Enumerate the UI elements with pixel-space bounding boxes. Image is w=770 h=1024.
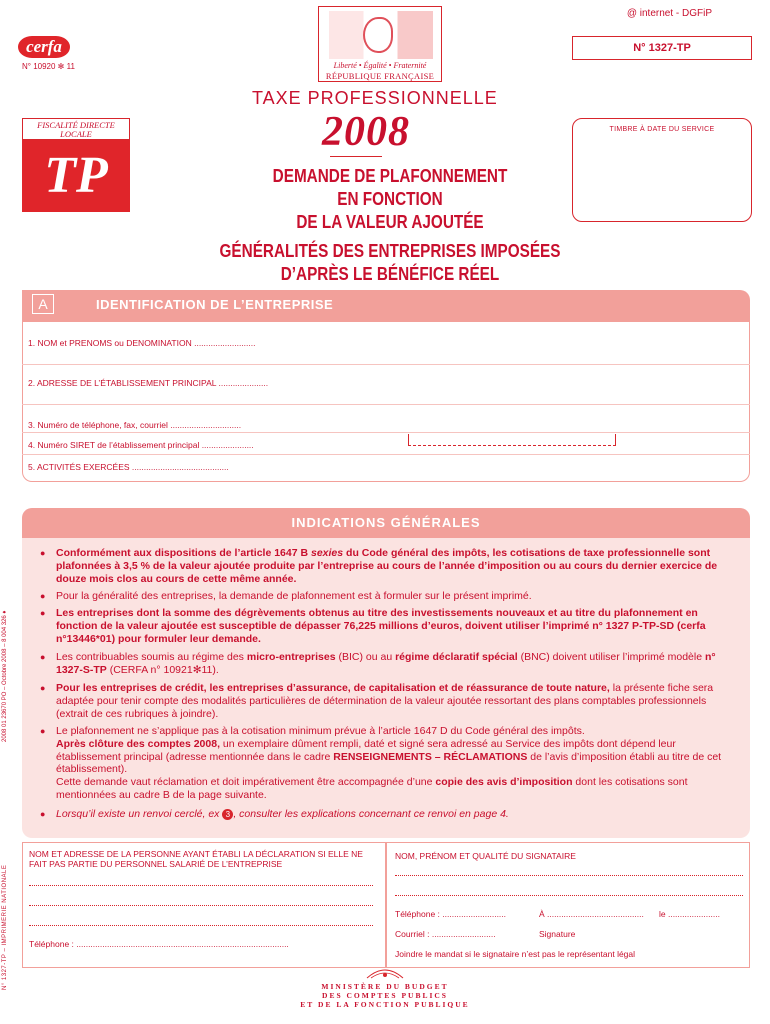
preparer-line[interactable] (29, 885, 373, 886)
cerfa-logo: cerfa (18, 36, 70, 58)
divider (385, 843, 387, 967)
divider (22, 404, 750, 405)
bullet-text: Lorsqu’il existe un renvoi cerclé, ex (56, 808, 223, 820)
signatory-title: NOM, PRÉNOM ET QUALITÉ DU SIGNATAIRE (395, 851, 576, 861)
bullet-text: ● Les entreprises dont la somme des dégrèvements obtenus au titre des investissements nouveaux et au titre du plafonnement en fonction de la valeur ajoutée est susceptible de dépasser 76,225 millions d’euros, doivent utiliser l’imprimé n° 1327 P-TP-SD (cerfa n°13446*01) pour formuler leur demande. (56, 607, 706, 645)
bullet-item (40, 682, 740, 720)
bullet-text: ● Pour la généralité des entreprises, la demande de plafonnement est à formuler sur le présent imprimé. (56, 590, 532, 602)
bullet-text: la présente fiche sera adaptée pour tenir compte des modalités particulières de détermination de la valeur ajoutée ressortant des plans comptables professionnels (extrait de ces rubriques à joindre). (56, 682, 714, 720)
bullet-text: Conformément aux dispositions de l’article 1647 B (56, 547, 311, 559)
renvoi-circle-icon: 3 (222, 809, 233, 820)
ministry-line: MINISTÈRE DU BUDGET (321, 982, 449, 991)
section-a-header (22, 290, 750, 322)
motto: Liberté • Égalité • Fraternité (333, 61, 427, 70)
bullet-item (40, 651, 740, 677)
email-field[interactable]: Courriel : ........................... (395, 929, 496, 939)
signature-label: Signature (539, 929, 576, 939)
heading-line-3: DE LA VALEUR AJOUTÉE (296, 212, 484, 232)
bullet-text: un exemplaire dûment rempli, daté et signé sera adressé au Service des impôts dont dépend leur établissement principal (adresse mentionnée dans le cadre (56, 737, 676, 763)
year: 2008 (322, 109, 410, 155)
bullet-text: Les contribuables soumis au régime des (56, 651, 247, 663)
preparer-line[interactable] (29, 905, 373, 906)
tp-badge: TP (22, 140, 130, 212)
heading-line-1: DEMANDE DE PLAFONNEMENT (272, 166, 508, 186)
bullet-item (40, 547, 740, 585)
marianne-icon (363, 17, 393, 53)
timbre-label: TIMBRE À DATE DU SERVICE (609, 126, 715, 133)
date-field[interactable]: le ...................... (659, 909, 720, 919)
bullet-text: dont les cotisations sont mentionnées au cadre B de la page suivante. (56, 776, 688, 801)
bullet-text: régime déclaratif spécial (395, 651, 518, 663)
form-number: N° 1327-TP (572, 36, 752, 60)
indications-title: INDICATIONS GÉNÉRALES (291, 515, 481, 530)
preparer-title: NOM ET ADRESSE DE LA PERSONNE AYANT ÉTABLI LA DÉCLARATION SI ELLE NE FAIT PAS PARTIE DU PERSONNEL SALARIÉ DE L’ENTREPRISE (29, 849, 363, 869)
fiscalite-label: FISCALITÉ DIRECTE LOCALE (22, 118, 130, 140)
siret-input[interactable] (408, 434, 616, 446)
divider (22, 364, 750, 365)
ministry-label (300, 982, 470, 1009)
field-phone[interactable]: 3. Numéro de téléphone, fax, courriel .............................. (28, 420, 242, 430)
bullet-text: RENSEIGNEMENTS – RÉCLAMATIONS (333, 750, 528, 763)
place-field[interactable]: À ......................................... (539, 909, 644, 919)
bullet-item (40, 590, 740, 603)
bullet-text: (BIC) ou au (335, 651, 396, 663)
print-reference: N° 1327-TP – IMPRIMERIE NATIONALE (2, 864, 8, 990)
print-code: 2008 01 23670 PO – Octobre 2008 – 8 004 326 ♦ (2, 610, 8, 742)
preparer-line[interactable] (29, 925, 373, 926)
heading-line-5: D’APRÈS LE BÉNÉFICE RÉEL (280, 264, 500, 284)
signatory-line[interactable] (395, 875, 743, 876)
tax-title: TAXE PROFESSIONNELLE (252, 88, 498, 108)
divider (22, 454, 750, 455)
section-letter: A (32, 294, 54, 314)
ministry-line: DES COMPTES PUBLICS (322, 991, 448, 1000)
preparer-phone[interactable]: Téléphone : .......................................................................................... (29, 939, 289, 949)
cerfa-number: N° 10920 ✻ 11 (22, 62, 75, 71)
signature-block (22, 842, 750, 968)
bullet-text: (BNC) doivent utiliser l’imprimé modèle (517, 651, 705, 663)
bullet-item (40, 808, 740, 821)
mandat-note: Joindre le mandat si le signataire n’est pas le représentant légal (395, 949, 636, 959)
bullet-text: sexies (310, 547, 344, 559)
heading-line-2: EN FONCTION (337, 189, 443, 209)
bullet-text: copie des avis d’imposition (435, 776, 573, 789)
heading-line-4: GÉNÉRALITÉS DES ENTREPRISES IMPOSÉES (219, 241, 561, 261)
origin-label: @ internet - DGFiP (626, 8, 712, 19)
divider (22, 432, 750, 433)
bullet-text: , consulter les explications concernant ce renvoi en page 4. (233, 808, 509, 820)
field-siret[interactable]: 4. Numéro SIRET de l’établissement principal ...................... (28, 440, 254, 450)
field-name[interactable]: 1. NOM et PRENOMS ou DENOMINATION .......................... (28, 338, 256, 348)
year-underline (330, 156, 382, 157)
bullet-text: n° 1327-S-TP (56, 651, 716, 676)
bullet-text: micro-entreprises (246, 651, 336, 663)
ministry-logo-icon (366, 966, 404, 980)
bullet-text: (CERFA n° 10921✻11). (106, 663, 219, 676)
indications-header (22, 508, 750, 538)
bullet-text: de l’avis d’imposition établi au titre de cet établissement). (56, 750, 722, 776)
signatory-phone[interactable]: Téléphone : ........................... (395, 909, 507, 919)
bullet-text: Pour les entreprises de crédit, les entreprises d’assurance, de capitalisation et de réassurance de toute nature, (56, 682, 610, 694)
section-a-title: IDENTIFICATION DE L’ENTREPRISE (96, 297, 334, 312)
bullet-text: du Code général des impôts, les cotisations de taxe professionnelle sont plafonnées à 3,5 % de la valeur ajoutée produite par l’entreprise au cours de l’année d’imposition ou au cours du dernier exercice de douze mois clos au cours de cette même année. (56, 547, 718, 585)
bullet-item (40, 725, 740, 802)
bullet-text: Le plafonnement ne s’applique pas à la cotisation minimum prévue à l’article 1647 D du Code général des impôts. (56, 725, 585, 737)
bullet-text: Cette demande vaut réclamation et doit impérativement être accompagnée d’une (56, 776, 436, 789)
ministry-line: ET DE LA FONCTION PUBLIQUE (300, 1000, 470, 1009)
marianne-logo (318, 6, 442, 82)
field-address[interactable]: 2. ADRESSE DE L’ÉTABLISSEMENT PRINCIPAL ..................... (28, 378, 269, 388)
signatory-line[interactable] (395, 895, 743, 896)
bullet-text: Après clôture des comptes 2008, (56, 737, 220, 750)
field-activities[interactable]: 5. ACTIVITÉS EXERCÉES ......................................... (28, 462, 229, 472)
bullet-item (40, 607, 740, 645)
republique-label: RÉPUBLIQUE FRANÇAISE (325, 71, 435, 81)
